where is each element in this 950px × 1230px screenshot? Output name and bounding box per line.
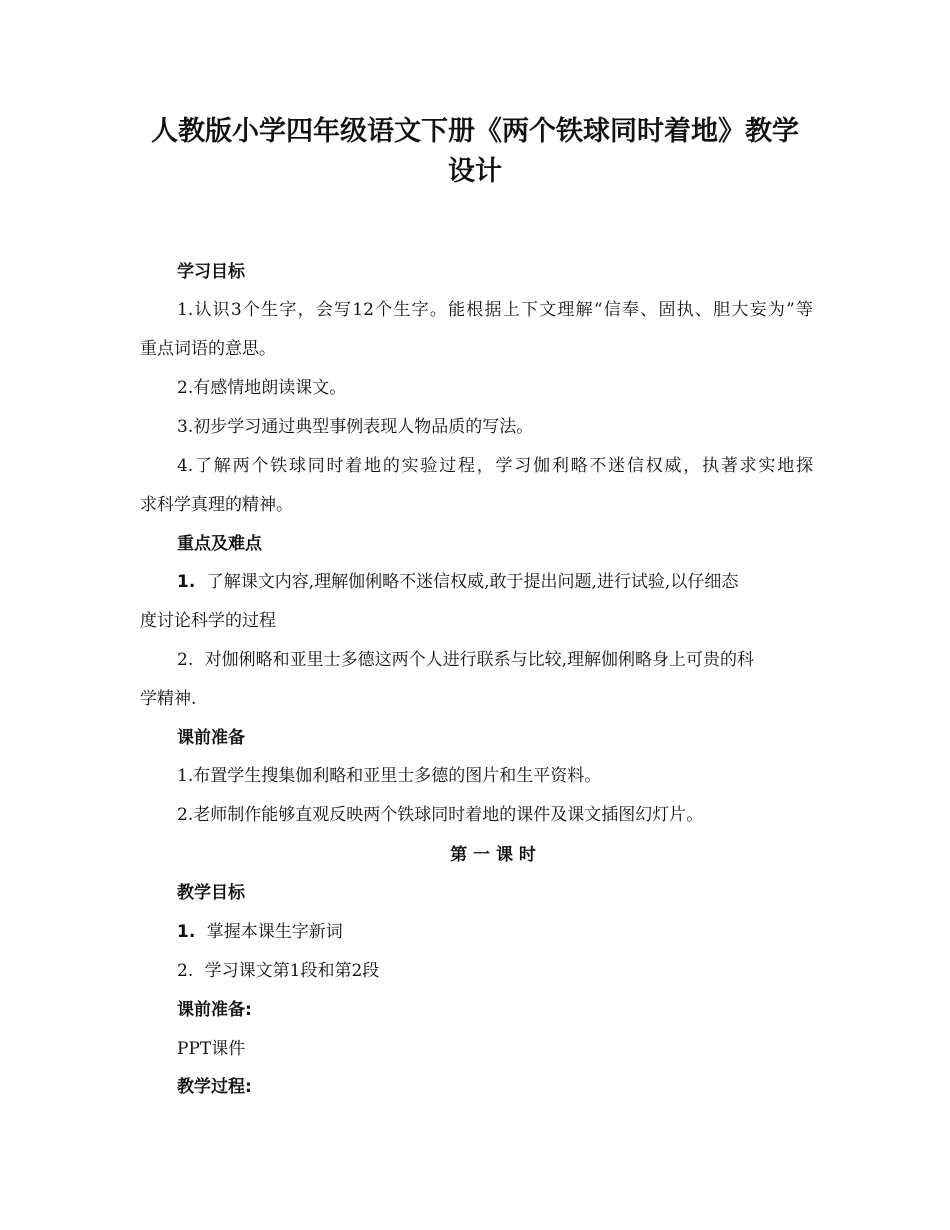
teaching-objectives-heading: 教学目标 xyxy=(177,883,245,903)
teaching-objective-1-text: 掌握本课生字新词 xyxy=(206,922,343,942)
key-point-1-line-2: 度讨论科学的过程 xyxy=(140,611,276,631)
learning-goals-heading: 学习目标 xyxy=(177,262,245,282)
goal-2: 2.有感情地朗读课文。 xyxy=(177,378,347,398)
lesson-preparation-text: PPT课件 xyxy=(177,1039,246,1059)
key-point-2-number: 2. xyxy=(177,650,194,670)
key-point-1-text: 了解课文内容,理解伽俐略不迷信权威,敢于提出问题,进行试验,以仔细态 xyxy=(206,572,739,592)
teaching-objective-2-number: 2. xyxy=(177,961,194,981)
key-point-1-number: 1. xyxy=(177,572,196,592)
teaching-process-heading: 教学过程: xyxy=(177,1077,252,1097)
preparation-heading: 课前准备 xyxy=(177,728,245,748)
key-point-1-line-1 xyxy=(177,571,817,593)
goal-4-line-2: 求科学真理的精神。 xyxy=(140,495,293,515)
teaching-objective-1 xyxy=(177,921,817,943)
teaching-objective-1-number: 1. xyxy=(177,922,196,942)
goal-4-line-1: 4.了解两个铁球同时着地的实验过程，学习伽利略不迷信权威，执著求实地探 xyxy=(177,456,813,476)
teaching-objective-2 xyxy=(177,960,817,982)
key-points-heading: 重点及难点 xyxy=(177,534,262,554)
preparation-item-2: 2.老师制作能够直观反映两个铁球同时着地的课件及课文插图幻灯片。 xyxy=(177,805,704,825)
document-title-line-1: 人教版小学四年级语文下册《两个铁球同时着地》教学 xyxy=(151,116,799,147)
teaching-objective-2-text: 学习课文第1段和第2段 xyxy=(204,961,380,981)
document-title-line-2: 设计 xyxy=(448,156,502,187)
key-point-2-text: 对伽俐略和亚里士多德这两个人进行联系与比较,理解伽俐略身上可贵的科 xyxy=(204,650,755,670)
goal-3: 3.初步学习通过典型事例表现人物品质的写法。 xyxy=(177,417,534,437)
preparation-item-1: 1.布置学生搜集伽利略和亚里士多德的图片和生平资料。 xyxy=(177,766,602,786)
key-point-2-line-2: 学精神. xyxy=(140,689,197,709)
goal-1-line-1: 1.认识3个生字，会写12个生字。能根据上下文理解“信奉、固执、胆大妄为”等 xyxy=(177,300,813,320)
goal-1-line-2: 重点词语的意思。 xyxy=(140,339,276,359)
key-point-2-line-1 xyxy=(177,649,817,671)
lesson-1-heading: 第 一 课 时 xyxy=(450,845,536,865)
lesson-preparation-heading: 课前准备: xyxy=(177,1000,252,1020)
